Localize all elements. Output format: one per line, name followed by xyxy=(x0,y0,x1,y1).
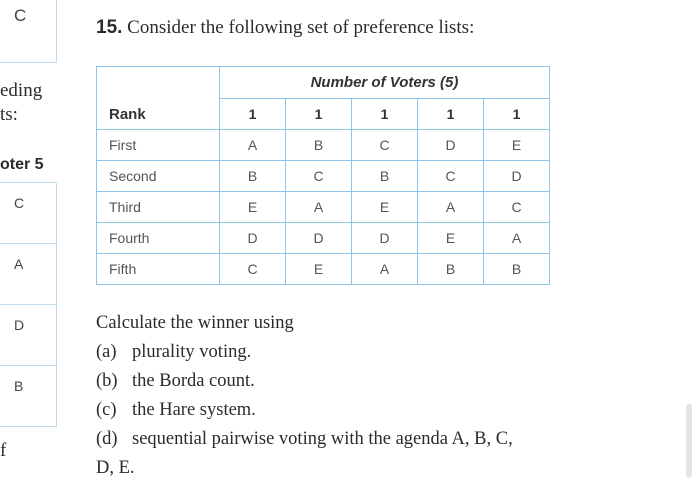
left-cell-text: D xyxy=(14,317,25,333)
left-top-cell xyxy=(0,0,57,63)
problem-prompt: Consider the following set of preference lists: xyxy=(127,17,475,38)
left-voter-label: oter 5 xyxy=(0,156,44,173)
left-fragment-1: eding xyxy=(0,80,43,101)
voter-count-cell: 1 xyxy=(286,99,352,130)
question-text: plurality voting. xyxy=(132,342,252,362)
left-cell xyxy=(0,244,57,305)
voter-count-cell: 1 xyxy=(220,99,286,130)
rank-label: Second xyxy=(97,161,220,192)
preference-cell: D xyxy=(418,130,484,161)
question-item xyxy=(96,425,513,454)
table-row xyxy=(97,254,550,285)
preference-cell: E xyxy=(418,223,484,254)
preference-cell: D xyxy=(286,223,352,254)
preference-table xyxy=(96,66,550,285)
problem-heading xyxy=(96,17,474,39)
preference-cell: D xyxy=(352,223,418,254)
question-item xyxy=(96,396,513,425)
preference-cell: A xyxy=(352,254,418,285)
rank-label: Third xyxy=(97,192,220,223)
table-row xyxy=(97,161,550,192)
preference-cell: A xyxy=(418,192,484,223)
preference-cell: B xyxy=(286,130,352,161)
preference-cell: A xyxy=(286,192,352,223)
preference-cell: B xyxy=(418,254,484,285)
left-top-cell-text: C xyxy=(14,6,27,25)
left-column-fragment xyxy=(0,0,62,478)
question-text: the Borda count. xyxy=(132,371,255,391)
preference-cell: C xyxy=(484,192,550,223)
left-cell xyxy=(0,183,57,244)
question-continuation: D, E. xyxy=(96,458,135,478)
preference-cell: A xyxy=(484,223,550,254)
rank-label: First xyxy=(97,130,220,161)
problem-number: 15. xyxy=(96,17,123,38)
voter-count-cell: 1 xyxy=(484,99,550,130)
left-cell-text: C xyxy=(14,195,25,211)
preference-cell: C xyxy=(220,254,286,285)
question-label: (c) xyxy=(96,400,117,420)
question-item xyxy=(96,338,513,367)
left-fragment-2: ts: xyxy=(0,104,18,125)
question-text: sequential pairwise voting with the agenda A, B, C, xyxy=(132,429,513,449)
question-label: (d) xyxy=(96,429,118,449)
questions-intro: Calculate the winner using xyxy=(96,313,294,333)
preference-cell: B xyxy=(220,161,286,192)
questions-block xyxy=(96,309,513,483)
table-row xyxy=(97,192,550,223)
question-label: (a) xyxy=(96,342,117,362)
preference-cell: A xyxy=(220,130,286,161)
preference-cell: C xyxy=(352,130,418,161)
preference-cell: C xyxy=(418,161,484,192)
table-row xyxy=(97,130,550,161)
preference-cell: B xyxy=(352,161,418,192)
preference-cell: B xyxy=(484,254,550,285)
preference-cell: D xyxy=(484,161,550,192)
left-bottom-fragment: f xyxy=(0,440,7,461)
question-label: (b) xyxy=(96,371,118,391)
left-cell xyxy=(0,305,57,366)
question-text: the Hare system. xyxy=(132,400,256,420)
preference-cell: D xyxy=(220,223,286,254)
rank-label: Fourth xyxy=(97,223,220,254)
preference-cell: E xyxy=(484,130,550,161)
preference-cell: E xyxy=(352,192,418,223)
table-span-header-row xyxy=(97,67,550,99)
preference-cell: E xyxy=(286,254,352,285)
scrollbar[interactable] xyxy=(686,404,692,478)
voter-count-cell: 1 xyxy=(418,99,484,130)
table-row xyxy=(97,223,550,254)
question-item xyxy=(96,367,513,396)
voters-span-header: Number of Voters (5) xyxy=(220,67,550,99)
rank-label: Fifth xyxy=(97,254,220,285)
voter-count-cell: 1 xyxy=(352,99,418,130)
preference-cell: C xyxy=(286,161,352,192)
rank-header: Rank xyxy=(97,67,220,130)
left-cell-text: A xyxy=(14,256,24,272)
left-cell xyxy=(0,366,57,427)
preference-cell: E xyxy=(220,192,286,223)
left-cell-text: B xyxy=(14,378,24,394)
